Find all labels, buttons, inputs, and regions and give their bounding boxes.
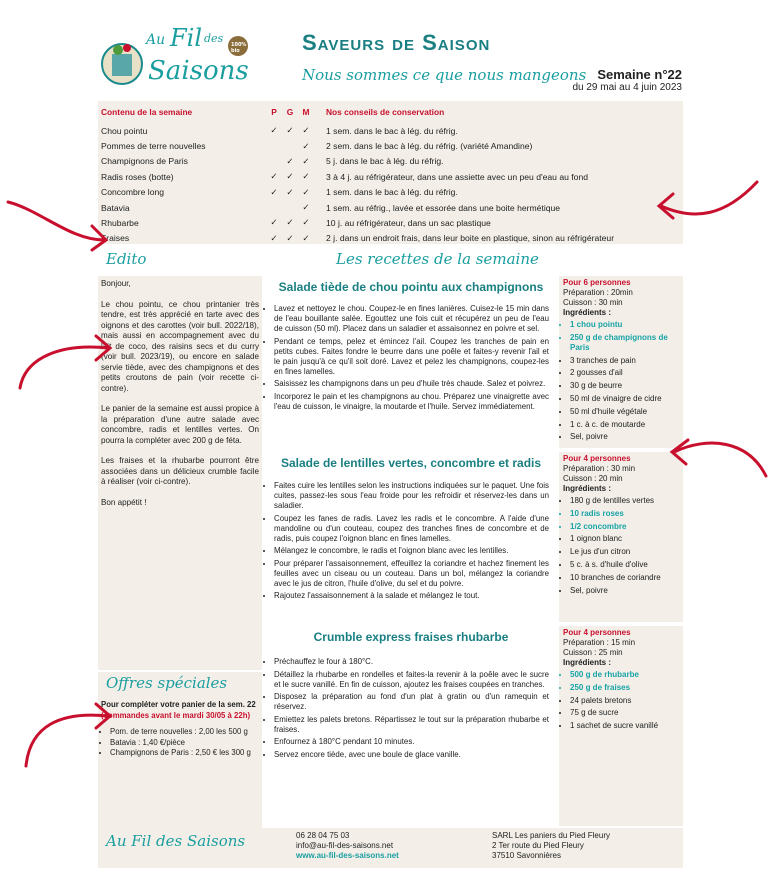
ingredient-item: • 10 radis roses	[570, 509, 679, 519]
servings: Pour 6 personnes	[563, 278, 631, 287]
offers-title: Offres spéciales	[106, 674, 228, 692]
cook-time: Cuisson : 30 min	[563, 298, 623, 307]
ingredient-item: • Sel, poivre	[570, 586, 679, 596]
check-p: ✓	[270, 125, 278, 136]
ingredient-item: • 50 ml d'huile végétale	[570, 407, 679, 417]
prep-time: Préparation : 30 min	[563, 464, 636, 473]
check-p	[266, 138, 282, 153]
brand-logo	[100, 24, 250, 96]
offer-item: • Champignons de Paris : 2,50 € les 300 g	[110, 748, 259, 759]
conservation-advice: 1 sem. dans le bac à lég. du réfrig.	[326, 187, 458, 198]
recipe-step: • Mélangez le concombre, le radis et l'oignon blanc avec les lentilles.	[274, 546, 549, 556]
recipe-step: • Disposez la préparation au fond d'un plat à gratin ou d'un ramequin et réservez.	[274, 692, 549, 712]
check-m: ✓	[302, 217, 310, 228]
week-dates: du 29 mai au 4 juin 2023	[572, 82, 682, 93]
check-m: ✓	[302, 232, 310, 243]
offer-item: • Batavia : 1,40 €/pièce	[110, 738, 259, 749]
offers-intro: Pour compléter votre panier de la sem. 22	[101, 700, 256, 709]
recipe-2-ingredients	[559, 452, 683, 622]
ingredient-item: • 250 g de champignons de Paris	[570, 333, 679, 353]
ingredient-item: • 30 g de beurre	[570, 381, 679, 391]
ingredient-item: • 50 ml de vinaigre de cidre	[570, 394, 679, 404]
check-g: ✓	[286, 217, 294, 228]
ingredient-item: • 5 c. à s. d'huile d'olive	[570, 560, 679, 570]
week-info	[572, 67, 682, 93]
recipe-step: • Saisissez les champignons dans un peu d'huile très chaude. Salez et poivrez.	[274, 379, 549, 389]
edito-paragraph: Bon appétit !	[101, 497, 147, 507]
phone: 06 28 04 75 03	[296, 831, 350, 840]
recipe-3-ingredients	[559, 626, 683, 826]
ingredient-item: • 1 chou pointu	[570, 320, 679, 330]
recipe-step: • Pendant ce temps, pelez et émincez l'ail. Coupez les tranches de pain en petits cubes. Faites fondre le beurre dans une poêle et faites-y revenir l'ail et le pain jusqu'à ce qu'il soit doré. Lavez et pelez les champignons, coupez-les en fines lamelles.	[274, 337, 549, 377]
ingredient-item: • 250 g de fraises	[570, 683, 679, 693]
ingredient-item: • 1/2 concombre	[570, 522, 679, 532]
recipe-step: • Faites cuire les lentilles selon les instructions indiquées sur le paquet. Une fois cuites, passez-les sous l'eau froide pour les refroidir et réservez-les dans un saladier.	[274, 481, 549, 511]
arrow-annotation-icon	[0, 696, 120, 776]
week-number: Semaine n°22	[597, 67, 682, 82]
website-link[interactable]: www.au-fil-des-saisons.net	[296, 851, 399, 860]
table-row	[98, 215, 683, 230]
logo-line1: Au	[146, 32, 166, 48]
check-g	[282, 200, 298, 215]
edito-title: Edito	[106, 250, 147, 268]
product-name: Radis roses (botte)	[101, 171, 174, 182]
check-m: ✓	[302, 155, 310, 166]
check-m: ✓	[302, 140, 310, 151]
recipe-step: • Coupez les fanes de radis. Lavez les radis et le concombre. A l'aide d'une mandoline ou d'un couteau, coupez des tranches fines de concombre et de radis, puis coupez l'oignon blanc en fines lamelles.	[274, 514, 549, 544]
check-p	[266, 154, 282, 169]
edito-paragraph: Le chou pointu, ce chou printanier très tendre, est très apprécié en tarte avec des oignons et des carottes (voir bull. 2022/18), mais aussi en accompagnement avec du lait de coco, des raisins secs et du curry (voir bull. 2023/19), ou encore en salade servie tiède, avec des champignons et des petits croutons de pain (voir recette ci-contre).	[101, 299, 259, 393]
conservation-advice: 3 à 4 j. au réfrigérateur, dans une assiette avec un peu d'eau au fond	[326, 171, 589, 182]
header-m: M	[302, 107, 310, 117]
edito-paragraph: Le panier de la semaine est aussi propice à la préparation d'une autre salade avec concombre, radis et lentilles vertes. On pourra la compléter avec 200 g de féta.	[101, 404, 259, 445]
check-p: ✓	[270, 217, 278, 228]
check-m: ✓	[302, 125, 310, 136]
recipe-step: • Préchauffez le four à 180°C.	[274, 657, 549, 667]
arrow-annotation-icon	[668, 430, 773, 490]
page-title: Saveurs de Saison	[302, 30, 491, 55]
header-p: P	[271, 107, 277, 117]
arrow-annotation-icon	[655, 176, 765, 236]
check-g: ✓	[286, 232, 294, 243]
ingredient-item: • Sel, poivre	[570, 432, 679, 442]
conservation-advice: 2 j. dans un endroit frais, dans leur boite en plastique, sinon au réfrigérateur	[326, 233, 615, 244]
table-row	[98, 200, 683, 215]
recipe-1-title: Salade tiède de chou pointu aux champignons	[278, 280, 544, 294]
recipe-step: • Incorporez le pain et les champignons au chou. Préparez une vinaigrette avec l'eau de cuisson, le vinaigre, la moutarde et l'huile. Servez immédiatement.	[274, 392, 549, 412]
header-advice: Nos conseils de conservation	[326, 107, 445, 117]
header-content: Contenu de la semaine	[101, 107, 193, 117]
product-name: Champignons de Paris	[101, 156, 188, 167]
table-row	[98, 154, 683, 169]
address-line2: 37510 Savonnières	[492, 851, 561, 860]
recipe-2-steps	[266, 481, 549, 604]
recipe-3-steps	[266, 657, 549, 762]
ingredient-item: • 10 branches de coriandre	[570, 573, 679, 583]
cook-time: Cuisson : 25 min	[563, 648, 623, 657]
recipe-step: • Enfournez à 180°C pendant 10 minutes.	[274, 737, 549, 747]
logo-line2: Fil	[170, 24, 203, 52]
ingredient-item: • 500 g de rhubarbe	[570, 670, 679, 680]
prep-time: Préparation : 20min	[563, 288, 633, 297]
recipe-step: • Servez encore tiède, avec une boule de glace vanille.	[274, 750, 549, 760]
recipe-step: • Lavez et nettoyez le chou. Coupez-le en fines lanières. Cuisez-le 15 min dans de l'eau bouillante salée. Egouttez une fois cuit et récupérez un peu de l'eau de cuisson (50 ml). Placez dans un saladier et assaisonnez en poivre et sel.	[274, 304, 549, 334]
ingredients-label: Ingrédients :	[563, 308, 612, 317]
conservation-table	[98, 101, 683, 244]
ingredient-item: • Le jus d'un citron	[570, 547, 679, 557]
company-name: SARL Les paniers du Pied Fleury	[492, 831, 610, 840]
table-row	[98, 169, 683, 184]
ingredient-item: • 1 oignon blanc	[570, 534, 679, 544]
recipes-title: Les recettes de la semaine	[336, 250, 539, 268]
product-name: Chou pointu	[101, 125, 148, 136]
special-offers	[98, 672, 262, 828]
check-m: ✓	[302, 202, 310, 213]
ingredient-item: • 180 g de lentilles vertes	[570, 496, 679, 506]
arrow-annotation-icon	[0, 318, 120, 398]
edito-paragraph: Bonjour,	[101, 279, 131, 288]
ingredient-item: • 2 gousses d'ail	[570, 368, 679, 378]
product-name: Concombre long	[101, 187, 165, 198]
offer-item: • Pom. de terre nouvelles : 2,00 les 500 g	[110, 727, 259, 738]
ingredient-item: • 24 palets bretons	[570, 696, 679, 706]
contact-info	[296, 831, 399, 861]
cook-time: Cuisson : 20 min	[563, 474, 623, 483]
servings: Pour 4 personnes	[563, 628, 631, 637]
edito-text	[98, 276, 262, 670]
servings: Pour 4 personnes	[563, 454, 631, 463]
check-p: ✓	[270, 171, 278, 182]
product-name: Pommes de terre nouvelles	[101, 141, 206, 152]
logo-line3: des	[204, 32, 224, 45]
ingredient-item: • 1 sachet de sucre vanillé	[570, 721, 679, 731]
recipe-2-title: Salade de lentilles vertes, concombre et radis	[280, 456, 542, 470]
offers-deadline: (commandes avant le mardi 30/05 à 22h)	[101, 710, 251, 720]
prep-time: Préparation : 15 min	[563, 638, 636, 647]
tagline: Nous sommes ce que nous mangeons	[302, 66, 587, 84]
edito-paragraph: Les fraises et la rhubarbe pourront être associées dans un délicieux crumble facile à réaliser (voir ci-contre).	[101, 456, 259, 486]
recipe-1-ingredients	[559, 276, 683, 448]
company-info	[492, 831, 610, 861]
header-g: G	[286, 107, 294, 117]
logo-line4: Saisons	[148, 56, 249, 86]
logo-badge: 100% bio	[231, 42, 247, 54]
conservation-advice: 1 sem. dans le bac à lég. du réfrig.	[326, 125, 458, 136]
recipe-step: • Pour préparer l'assaisonnement, effeuillez la coriandre et hachez finement les feuilles avec un ciseau ou un couteau. Dans un bol, mélangez la coriandre avec le jus de citron, l'huile d'olive, du sel et du poivre.	[274, 559, 549, 589]
check-g: ✓	[286, 155, 294, 166]
product-name: Rhubarbe	[101, 217, 139, 228]
recipe-3-title: Crumble express fraises rhubarbe	[313, 630, 509, 644]
recipe-step: • Rajoutez l'assaisonnement à la salade et mélangez le tout.	[274, 591, 549, 601]
product-name: Fraises	[101, 233, 130, 244]
recipe-step: • Emiettez les palets bretons. Répartissez le tout sur la préparation rhubarbe et fraises.	[274, 715, 549, 735]
conservation-advice: 2 sem. dans le bac à lég. du réfrig. (variété Amandine)	[326, 141, 533, 152]
check-g	[282, 138, 298, 153]
table-row	[98, 138, 683, 153]
ingredient-item: • 75 g de sucre	[570, 708, 679, 718]
ingredient-item: • 1 c. à c. de moutarde	[570, 420, 679, 430]
ingredient-item: • 3 tranches de pain	[570, 356, 679, 366]
email-link[interactable]: info@au-fil-des-saisons.net	[296, 841, 394, 850]
check-p	[266, 200, 282, 215]
ingredients-label: Ingrédients :	[563, 484, 612, 493]
table-row	[98, 231, 683, 246]
recipe-1-steps	[266, 304, 549, 414]
footer-brand: Au Fil des Saisons	[106, 832, 246, 850]
arrow-annotation-icon	[0, 190, 120, 260]
table-row	[98, 123, 683, 138]
address-line1: 2 Ter route du Pied Fleury	[492, 841, 584, 850]
check-g: ✓	[286, 186, 294, 197]
conservation-advice: 5 j. dans le bac à lég. du réfrig.	[326, 156, 444, 167]
check-m: ✓	[302, 186, 310, 197]
check-m: ✓	[302, 171, 310, 182]
check-p: ✓	[270, 232, 278, 243]
product-name: Batavia	[101, 202, 130, 213]
conservation-advice: 1 sem. au réfrig., lavée et essorée dans une boite hermétique	[326, 202, 561, 213]
conservation-advice: 10 j. au réfrigérateur, dans un sac plastique	[326, 217, 491, 228]
check-g: ✓	[286, 125, 294, 136]
check-g: ✓	[286, 171, 294, 182]
ingredients-label: Ingrédients :	[563, 658, 612, 667]
table-row	[98, 185, 683, 200]
table-header-row	[98, 101, 683, 123]
recipe-step: • Détaillez la rhubarbe en rondelles et faites-la revenir à la poêle avec le sucre et le sucre vanillé. En fin de cuisson, ajoutez les fraises coupées en tranches.	[274, 670, 549, 690]
check-p: ✓	[270, 186, 278, 197]
